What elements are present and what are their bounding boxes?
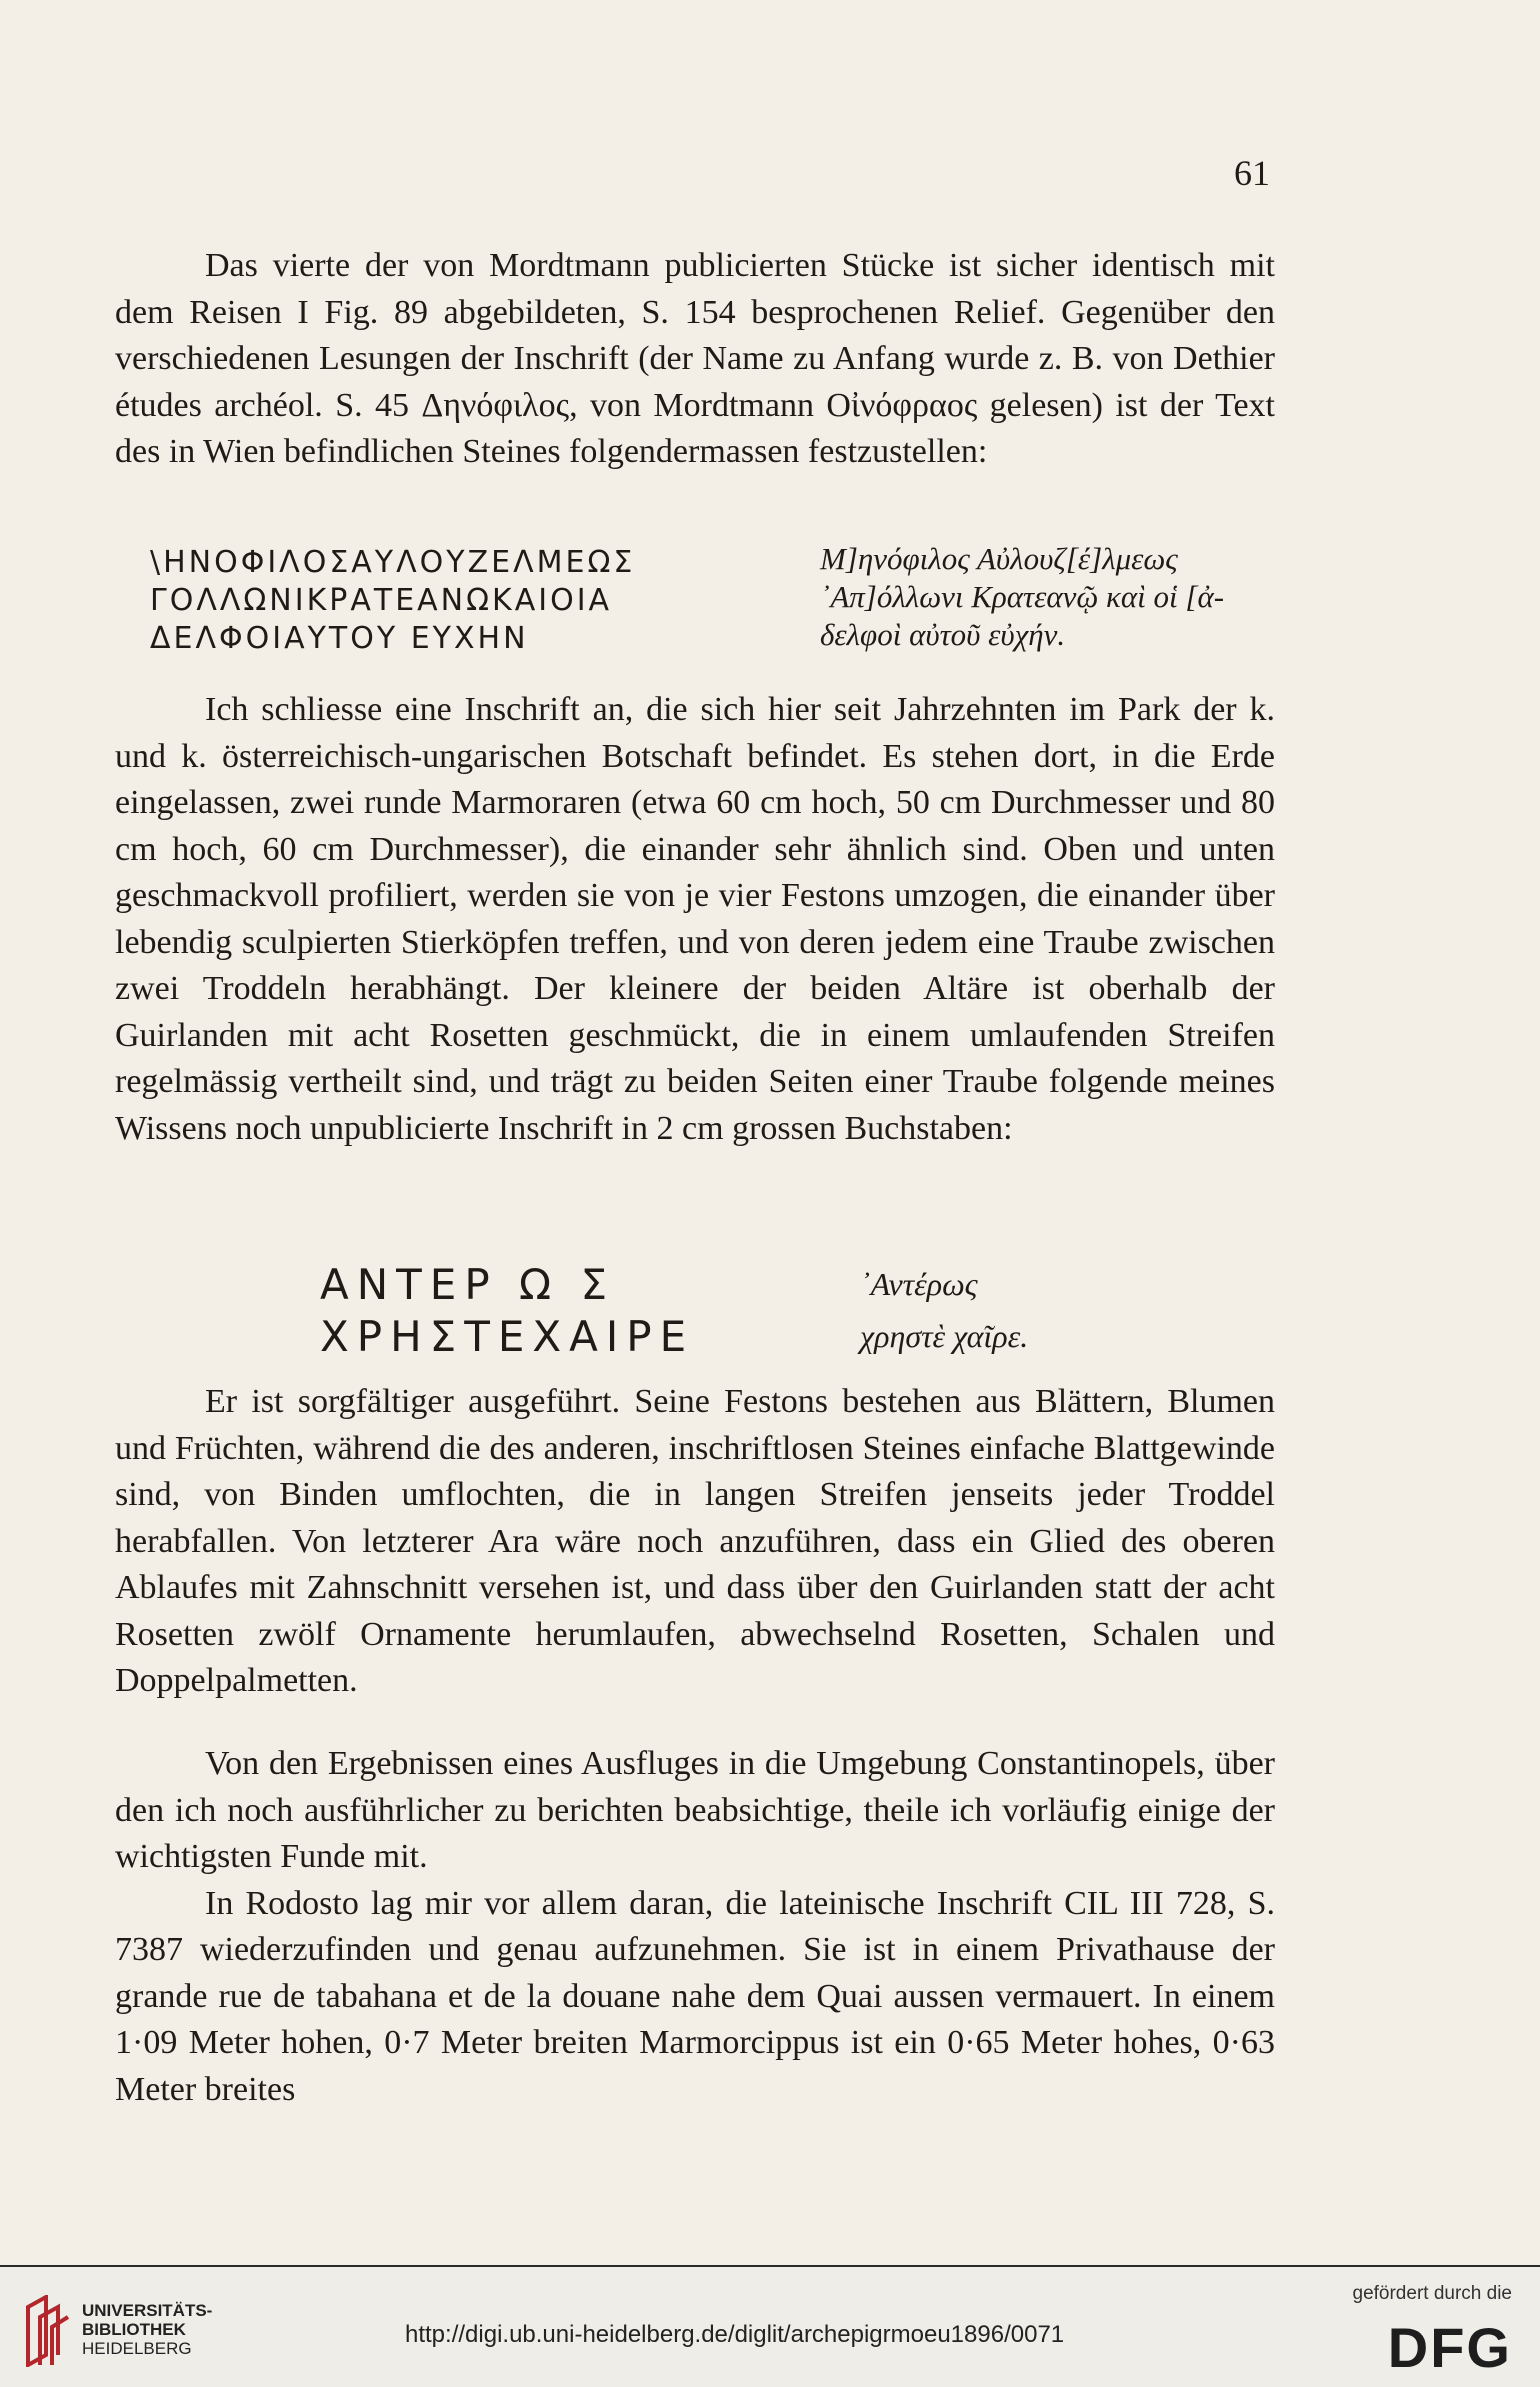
paragraph-text: Das vierte der von Mordtmann publicierten Stücke ist sicher identisch mit dem Reisen I Fig. 89 abgebildeten, S. 154 besprochenen Relief. Gegenüber den verschiedenen Lesungen der Inschrift (der Name zu Anfang wurde z. B. von Dethier études archéol. S. 45 Δηνόφιλος, von Mordtmann Οἰνόφραος gelesen) ist der Text des in Wien befindlichen Steines folgendermassen festzustellen: — [115, 247, 1275, 470]
paragraph-text: Ich schliesse eine Inschrift an, die sich hier seit Jahrzehnten im Park der k. und k. österreichisch-ungarischen Botschaft befindet. Es stehen dort, in die Erde eingelassen, zwei runde Marmoraren (etwa 60 cm hoch, 50 cm Durchmesser und 80 cm hoch, 60 cm Durchmesser), die einander sehr ähnlich sind. Oben und unten geschmackvoll profiliert, werden sie von je vier Festons umzogen, die einander über lebendig sculpierten Stierköpfen treffen, und von deren jedem eine Traube zwischen zwei Troddeln herabhängt. Der kleinere der beiden Altäre ist oberhalb der Guirlanden mit acht Rosetten geschmückt, die in einem umlaufenden Streifen regelmässig vertheilt sind, und trägt zu beiden Seiten einer Traube folgende meines Wissens noch unpublicierte Inschrift in 2 cm grossen Buchstaben: — [115, 691, 1275, 1147]
inscription-anteros — [320, 1260, 1120, 1370]
inscription2-line-2: ΧΡΗΣΤΕΧΑΙΡΕ — [320, 1312, 695, 1361]
transcription2-line-1: ᾿Αντέρως — [860, 1266, 978, 1302]
digitization-footer — [0, 2265, 1540, 2387]
paragraph-text: Von den Ergebnissen eines Ausfluges in die Umgebung Constantinopels, über den ich noch ausführlicher zu berichten beabsichtige, theile ich vorläufig einige der wichtigsten Funde mit. — [115, 1745, 1275, 1875]
dfg-logo: DFG — [1387, 2316, 1512, 2379]
transcription-line-2: ᾿Απ]όλλωνι Κρατεανῷ καὶ οἱ [ἀ- — [820, 579, 1225, 614]
paragraph-mordtmann — [115, 243, 1275, 476]
footer-divider — [0, 2265, 1540, 2267]
inscription-line-3: ΔΕΛΦΟΙΑΥΤΟΥ ΕΥΧΗΝ — [150, 621, 529, 656]
transcription-line-1: Μ]ηνόφιλος Αὐλουζ[έ]λμεως — [820, 541, 1178, 576]
inscription-menophilos — [150, 541, 1270, 665]
inscription2-line-1: ΑΝΤΕΡ Ω Σ — [320, 1260, 616, 1309]
paragraph-text: In Rodosto lag mir vor allem daran, die lateinische Inschrift CIL III 728, S. 7387 wiederzufinden und genau aufzunehmen. Sie ist in einem Privathause der grande rue de tabahana et de la douane nahe dem Quai aussen vermauert. In einem 1·09 Meter hohen, 0·7 Meter breiten Marmorcippus ist ein 0·65 Meter hohes, 0·63 Meter breites — [115, 1884, 1275, 2108]
paragraph-botschaft — [115, 687, 1275, 1152]
permalink-url[interactable]: http://digi.ub.uni-heidelberg.de/diglit/archepigrmoeu1896/0071 — [405, 2321, 1065, 2348]
inscription-line-2: ΓΟΛΛΩΝΙΚΡΑΤΕΑΝΩΚΑΙΟΙΑ — [150, 583, 613, 618]
transcription2-line-2: χρηστὲ χαῖρε. — [860, 1318, 1029, 1354]
paragraph-text: Er ist sorgfältiger ausgeführt. Seine Festons bestehen aus Blättern, Blumen und Früchten, während die des anderen, inschriftlosen Steines einfache Blattgewinde sind, von Binden umflochten, die in langen Streifen jenseits jeder Troddel herabfallen. Von letzterer Ara wäre noch anzuführen, dass ein Glied des oberen Ablaufes mit Zahnschnitt versehen ist, und dass über den Guirlanden statt der acht Rosetten zwölf Ornamente herumlaufen, abwechselnd Rosetten, Schalen und Doppelpalmetten. — [115, 1383, 1275, 1699]
funding-caption: gefördert durch die — [1352, 2283, 1512, 2304]
transcription-line-3: δελφοὶ αὐτοῦ εὐχήν. — [820, 617, 1066, 652]
paragraph-rodosto — [115, 1741, 1275, 2113]
paragraph-festons — [115, 1379, 1275, 1705]
ub-heidelberg-logo-icon — [20, 2295, 72, 2367]
library-name: UNIVERSITÄTS- BIBLIOTHEK HEIDELBERG — [82, 2301, 213, 2358]
page-number: 61 — [1234, 153, 1270, 193]
inscription-line-1: \ΗΝΟΦΙΛΟΣΑΥΛΟΥΖΕΛΜΕΩΣ — [150, 545, 636, 580]
